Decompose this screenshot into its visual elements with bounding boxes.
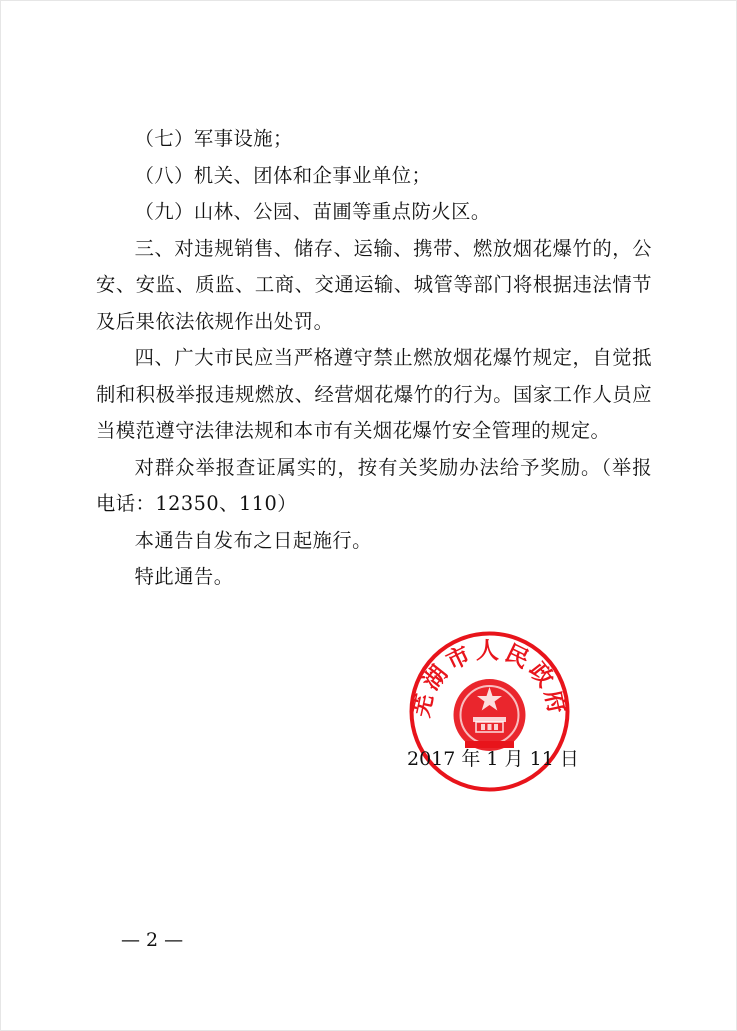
seal-text: 芜湖市人民政府 — [407, 637, 572, 720]
paragraph-item-9: （九）山林、公园、苗圃等重点防火区。 — [134, 200, 491, 223]
issue-date: 2017 年 1 月 11 日 — [407, 748, 579, 770]
document-body — [96, 121, 652, 596]
page-number: — 2 — — [121, 929, 184, 951]
paragraph-closing: 特此通告。 — [134, 565, 234, 588]
paragraph-citizen-duty: 四、广大市民应当严格遵守禁止燃放烟花爆竹规定，自觉抵制和积极举报违规燃放、经营烟花爆竹的行为。国家工作人员应当模范遵守法律法规和本市有关烟花爆竹安全管理的规定。 — [96, 346, 652, 442]
national-emblem-icon — [454, 679, 526, 751]
paragraph-reward: 对群众举报查证属实的，按有关奖励办法给予奖励。（举报电话：12350、110） — [96, 455, 652, 515]
paragraph-effective: 本通告自发布之日起施行。 — [134, 528, 372, 552]
paragraph-penalty: 三、对违规销售、储存、运输、携带、燃放烟花爆竹的，公安、安监、质监、工商、交通运输、城管等部门将根据违法情节及后果依法依规作出处罚。 — [96, 236, 652, 333]
paragraph-item-8: （八）机关、团体和企事业单位； — [134, 163, 432, 187]
paragraph-item-7: （七）军事设施； — [134, 127, 293, 150]
